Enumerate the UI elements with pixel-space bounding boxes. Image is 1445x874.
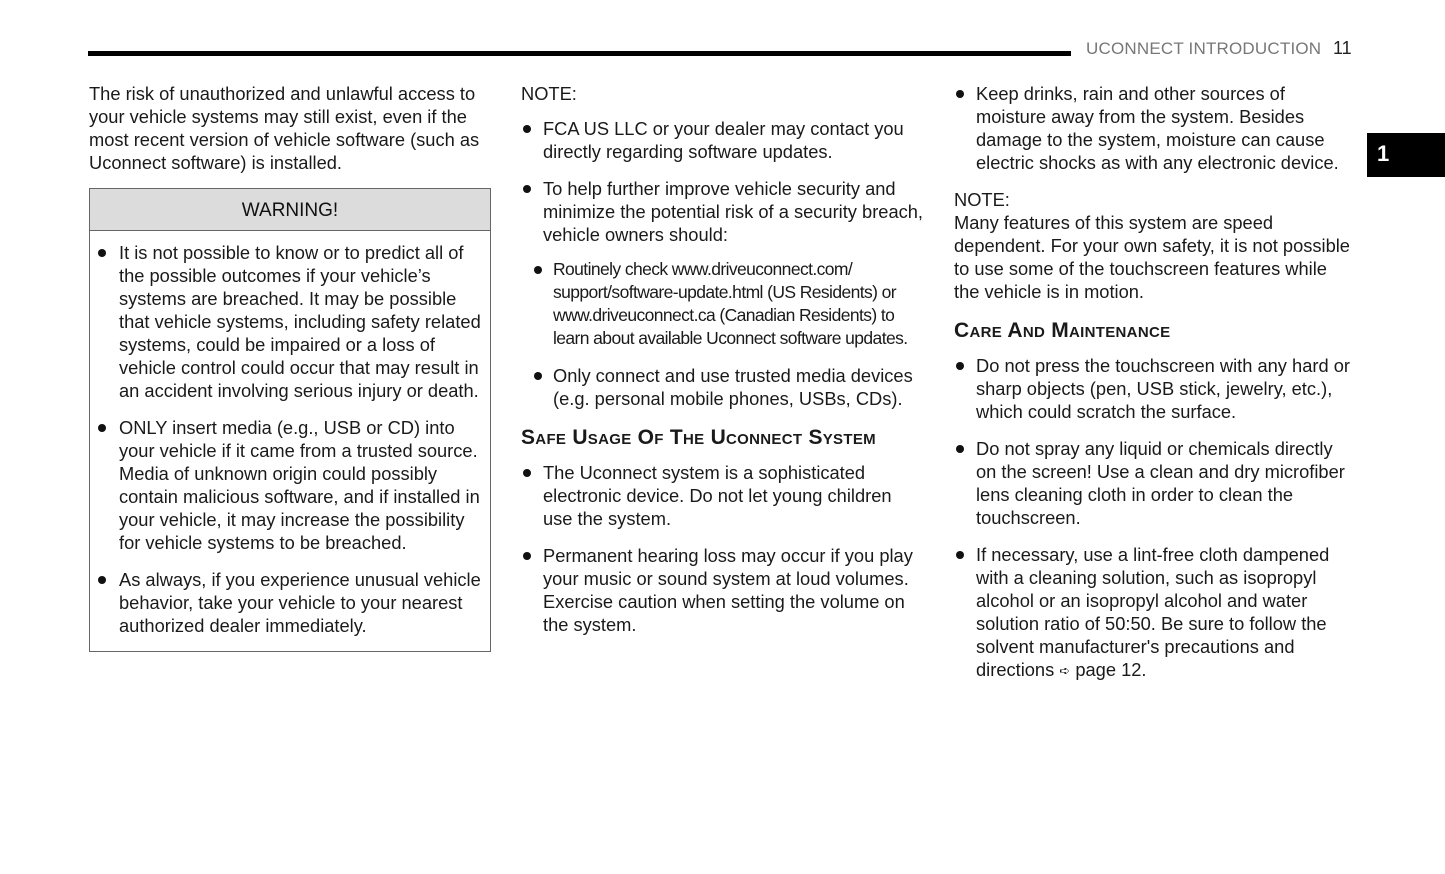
safe-usage-item: The Uconnect system is a sophisticated electronic device. Do not let young children use the system. — [521, 461, 926, 530]
care-item: Do not spray any liquid or chemicals directly on the screen! Use a clean and dry microfiber lens cleaning cloth in order to clean the touchscreen. — [954, 437, 1356, 529]
note-list — [521, 117, 926, 410]
page-number: 11 — [1333, 38, 1352, 58]
care-item — [954, 543, 1356, 682]
moisture-item: Keep drinks, rain and other sources of moisture away from the system. Besides damage to the system, moisture can cause electric shocks as with any electronic device. — [954, 82, 1356, 174]
care-item-text: If necessary, use a lint-free cloth dampened with a cleaning solution, such as isopropyl alcohol or an isopropyl alcohol and water solution ratio of 50:50. Be sure to follow the solvent manufacturer's precautions and directions — [976, 544, 1330, 680]
cross-reference-arrow-icon: ➪ — [1059, 663, 1071, 678]
intro-paragraph: The risk of unauthorized and unlawful access to your vehicle systems may still exist, even if the most recent version of vehicle software (such as Uconnect software) is installed. — [89, 83, 480, 173]
warning-item: As always, if you experience unusual vehicle behavior, take your vehicle to your nearest authorized dealer immediately. — [96, 568, 484, 637]
running-head: UCONNECT INTRODUCTION — [1086, 39, 1322, 58]
safe-usage-list — [521, 461, 926, 636]
column-2 — [521, 82, 926, 650]
page-reference-link[interactable]: page 12. — [1075, 659, 1147, 680]
note-item — [521, 177, 926, 410]
warning-list — [96, 241, 484, 637]
warning-item: It is not possible to know or to predict all of the possible outcomes if your vehicle’s systems are breached. It may be possible that vehicle systems, including safety related systems, could be impaired or a loss of vehicle control could occur that may result in an accident involving serious injury or death. — [96, 241, 484, 402]
note-item-text: To help further improve vehicle security and minimize the potential risk of a security breach, vehicle owners should: — [543, 178, 924, 245]
column-3 — [954, 82, 1356, 696]
sub-list — [521, 258, 926, 410]
note-label: NOTE: — [521, 83, 577, 104]
chapter-tab[interactable]: 1 — [1367, 133, 1445, 177]
note-item: FCA US LLC or your dealer may contact you directly regarding software updates. — [521, 117, 926, 163]
warning-item: ONLY insert media (e.g., USB or CD) into your vehicle if it came from a trusted source. Media of unknown origin could possibly contain malicious software, and if installed in your vehicle, it may increase the possibility for vehicle systems to be breached. — [96, 416, 484, 554]
warning-box — [89, 188, 491, 652]
section-heading-care: Care And Maintenance — [954, 319, 1171, 342]
moisture-list — [954, 82, 1356, 174]
sub-item-trusted-media: Only connect and use trusted media devices (e.g. personal mobile phones, USBs, CDs). — [521, 364, 926, 410]
safe-usage-item: Permanent hearing loss may occur if you play your music or sound system at loud volumes. Exercise caution when setting the volume on the system. — [521, 544, 926, 636]
note-text: Many features of this system are speed dependent. For your own safety, it is not possible to use some of the touchscreen features while the vehicle is in motion. — [954, 212, 1350, 302]
header-rule — [88, 51, 1071, 56]
care-item: Do not press the touchscreen with any hard or sharp objects (pen, USB stick, jewelry, etc.), which could scratch the surface. — [954, 354, 1356, 423]
warning-title: WARNING! — [90, 189, 490, 231]
care-list — [954, 354, 1356, 682]
sub-item-software-updates: Routinely check www.driveuconnect.com/ support/software-update.html (US Residents) or www.driveuconnect.ca (Canadian Residents) to learn about available Uconnect software updates. — [521, 258, 926, 350]
section-heading-safe-usage: Safe Usage Of The Uconnect System — [521, 426, 876, 449]
column-1 — [89, 82, 491, 652]
note-label: NOTE: — [954, 189, 1010, 210]
